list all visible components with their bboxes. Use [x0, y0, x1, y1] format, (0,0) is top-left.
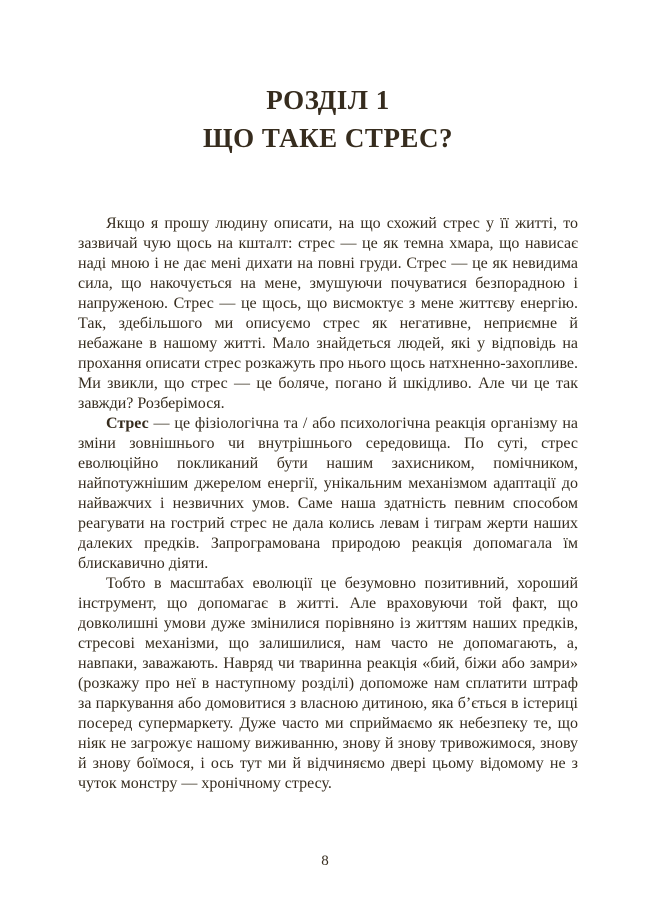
- paragraph-2-rest: — це фізіологічна та / або психологічна реакція організму на зміни зовнішнього чи внутрішнього середовища. По суті, стрес еволюційно покликаний бути нашим захисником, помічником, найпотужнішим джерелом енергії, унікальним механізмом адаптації до найважчих і незвичних умов. Саме наша здатність певним способом реагувати на гострий стрес не дала колись левам і тиграм жерти наших далеких предків. Запрограмована природою реакція допомагала їм блискавично діяти.: [78, 414, 578, 572]
- paragraph-3: Тобто в масштабах еволюції це безумовно позитивний, хороший інструмент, що допомагає в житті. Але враховуючи той факт, що довколишні умови дуже змінилися порівняно із життям наших предків, стресові механізми, що залишилися, нам часто не допомагають, а, навпаки, заважають. Навряд чи тваринна реакція «бий, біжи або замри» (розкажу про неї в наступному розділі) допоможе нам сплатити штраф за паркування або домовитися з власною дитиною, яка б’ється в істериці посеред супермаркету. Дуже часто ми сприймаємо як небезпеку те, що ніяк не загрожує нашому виживанню, знову й знову тривожимося, знову й знову боїмося, і ось тут ми й відчиняємо двері цьому відомому не з чуток монстру — хронічному стресу.: [78, 574, 578, 792]
- page-number: 8: [321, 853, 329, 869]
- paragraph-1: Якщо я прошу людину описати, на що схожий стрес у її житті, то зазвичай чую щось на кшталт: стрес — це як темна хмара, що нависає наді мною і не дає мені дихати на повні груди. Стрес — це як невидима сила, що накочується на мене, змушуючи почуватися безпорадною і напруженою. Стрес — це щось, що висмоктує з мене життєву енергію. Так, здебільшого ми описуємо стрес як негативне, неприємне й небажане в нашому житті. Мало знайдеться людей, які у відповідь на прохання описати стрес розкажуть про нього щось натхненно-захопливе. Ми звикли, що стрес — це боляче, погано й шкідливо. Але чи це так завжди? Розберімося.: [78, 214, 578, 412]
- chapter-number: РОЗДІЛ 1: [266, 85, 390, 115]
- chapter-heading: [78, 82, 578, 158]
- chapter-title: ЩО ТАКЕ СТРЕС?: [203, 122, 453, 153]
- term-stress: Стрес: [106, 414, 149, 432]
- paragraph-2: [78, 414, 578, 574]
- body-text: [78, 214, 578, 794]
